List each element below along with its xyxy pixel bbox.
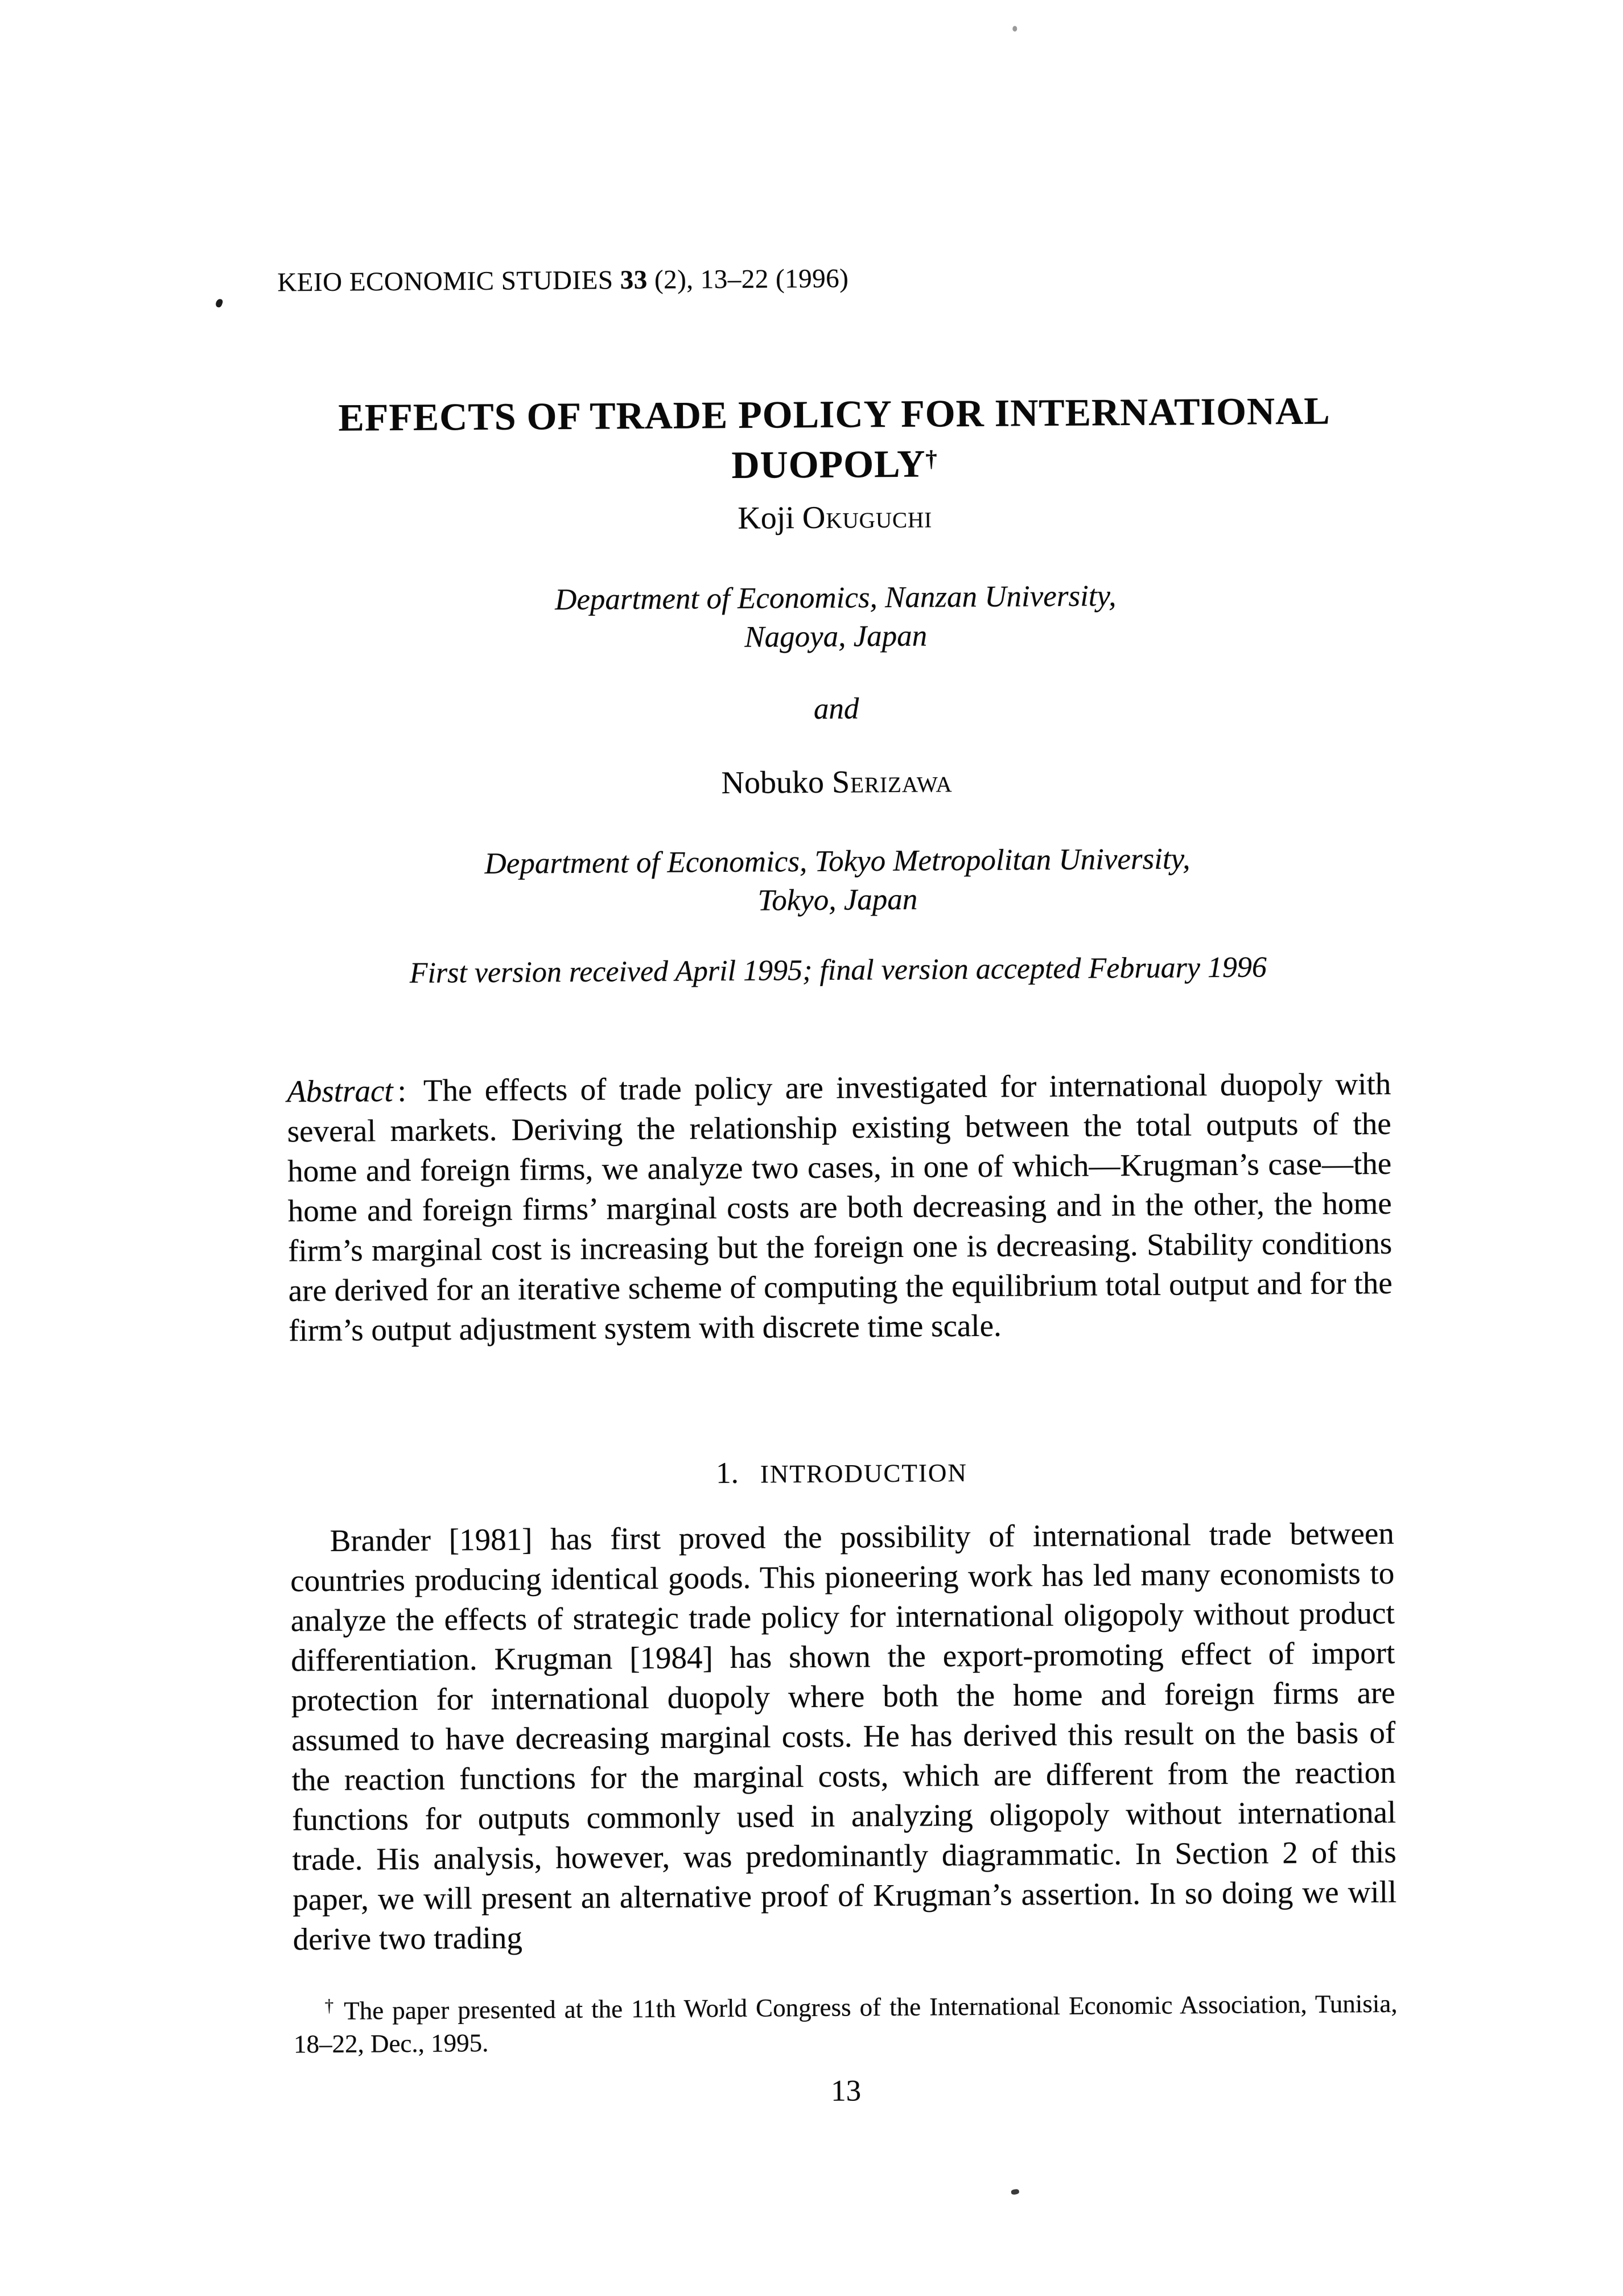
scan-speck-top-right <box>1012 26 1017 31</box>
affiliation-1-line-2: Nagoya, Japan <box>744 619 928 654</box>
journal-volume: 33 <box>620 265 648 295</box>
journal-issue-pages: (2), 13–22 (1996) <box>647 263 849 295</box>
affiliation-2 <box>285 838 1390 924</box>
abstract <box>287 1064 1393 1351</box>
footnote <box>293 1982 1398 2061</box>
intro-paragraph: Brander [1981] has first proved the possibility of international trade between countries producing identical goods. This pioneering work has led many economists to analyze the effects of strategic trade policy for international oligopoly without product differentiation. Krugman [1984] has shown the export-promoting effect of import protection for international duopoly where both the home and foreign firms are assumed to have decreasing marginal costs. He has derived this result on the basis of the reaction functions for the marginal costs, which are different from the reaction functions for outputs commonly used in analyzing oligopoly without international trade. His analysis, however, was predominantly diagrammatic. In Section 2 of this paper, we will present an alternative proof of Krugman’s assertion. In so doing we will derive two trading <box>290 1515 1397 1957</box>
author-1 <box>283 494 1387 542</box>
section-heading <box>290 1450 1394 1496</box>
received-line: First version received April 1995; final version accepted February 1996 <box>409 951 1267 990</box>
affiliation-2-line-1: Department of Economics, Tokyo Metropolitan University, <box>484 842 1191 880</box>
abstract-text: The effects of trade policy are investigated for international duopoly with several markets. Deriving the relationship existing between the total outputs of the home and foreign firms, we analyze two cases, in one of which—Krugman’s case—the home and foreign firms’ marginal costs are both decreasing and in the other, the home firm’s marginal cost is increasing but the foreign one is decreasing. Stability conditions are derived for an iterative scheme of computing the equilibrium total output and for the firm’s output adjustment system with discrete time scale. <box>287 1066 1393 1348</box>
footnote-dagger: † <box>324 1995 336 2016</box>
paper-title <box>282 388 1387 491</box>
author-1-family: Okuguchi <box>802 499 933 536</box>
section-title: INTRODUCTION <box>760 1458 968 1489</box>
affiliation-2-line-2: Tokyo, Japan <box>757 883 918 917</box>
affiliation-1-line-1: Department of Economics, Nanzan University, <box>554 579 1117 617</box>
section-number: 1. <box>715 1456 739 1490</box>
abstract-label: Abstract <box>287 1073 393 1109</box>
author-1-given: Koji <box>738 500 803 536</box>
journal-header <box>277 259 1381 299</box>
affiliation-1 <box>283 575 1388 660</box>
paper-title-text: EFFECTS OF TRADE POLICY FOR INTERNATIONAL DUOPOLY <box>338 389 1330 487</box>
author-2-given: Nobuko <box>721 764 833 801</box>
page-number: 13 <box>830 2074 862 2108</box>
author-2 <box>285 759 1389 806</box>
footnote-text: The paper presented at the 11th World Congress of the International Economic Association, Tunisia, 18–22, Dec., 1995. <box>293 1989 1398 2059</box>
scan-speck-left-margin <box>215 298 224 308</box>
author-2-family: Serizawa <box>831 764 953 800</box>
scan-speck-bottom-center <box>1011 2189 1019 2195</box>
title-dagger: † <box>925 446 938 472</box>
abstract-colon: : <box>397 1073 407 1108</box>
journal-name: KEIO ECONOMIC STUDIES <box>277 265 620 298</box>
author-connector: and <box>813 692 859 726</box>
